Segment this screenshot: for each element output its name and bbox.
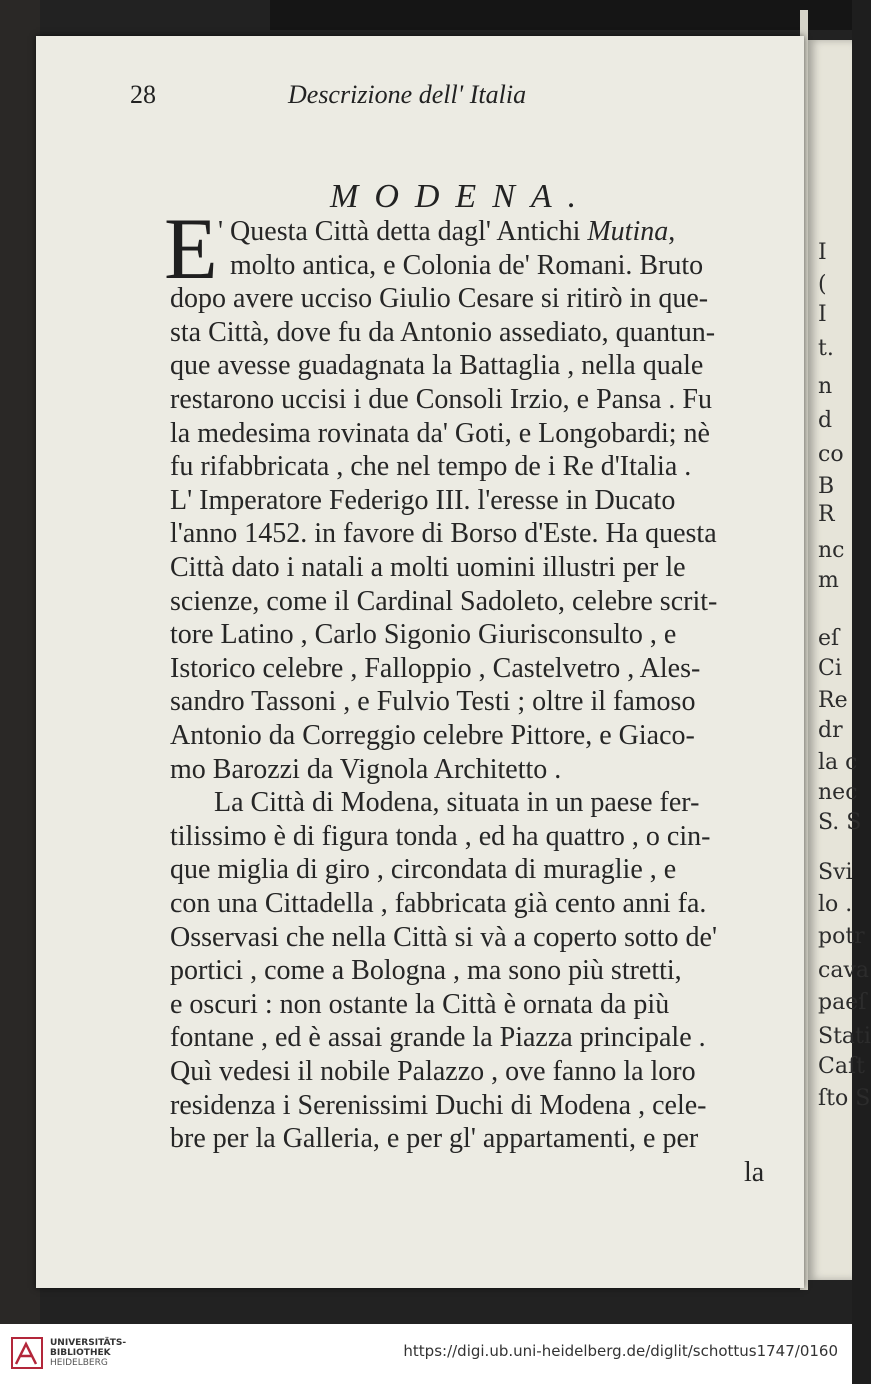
text-line <box>214 787 699 819</box>
text-line-content: que avesse guadagnata la Battaglia , nella quale <box>170 350 704 382</box>
scan-background <box>270 0 852 30</box>
facing-page-fragment: t. <box>818 336 834 361</box>
facing-page-fragment: potr <box>818 924 865 949</box>
facing-page-fragment: eſ <box>818 626 840 651</box>
text-line <box>170 283 708 315</box>
text-line <box>170 1123 698 1155</box>
facing-page-fragment: Ci <box>818 656 842 681</box>
facing-page <box>808 40 871 1280</box>
facing-page-fragment: n <box>818 374 833 399</box>
text-line <box>170 1090 707 1122</box>
text-line <box>170 418 710 450</box>
facing-page-fragment: I <box>818 240 827 265</box>
line-tail: , <box>668 216 676 247</box>
facing-page-fragment: paeſ <box>818 990 867 1015</box>
facing-page-fragment: cava <box>818 958 869 983</box>
text-line-content: L' Imperatore Federigo III. l'eresse in Ducato <box>170 484 676 516</box>
text-line-content: e oscuri : non ostante la Città è ornata da più <box>170 988 670 1020</box>
text-line-content: l'anno 1452. in favore di Borso d'Este. Ha questa <box>170 518 717 550</box>
facing-page-fragment: nc <box>818 538 845 563</box>
text-line <box>170 485 675 517</box>
facing-page-fragment: nec <box>818 780 858 805</box>
text-line-content: mo Barozzi da Vignola Architetto . <box>170 753 562 785</box>
text-line <box>170 955 682 987</box>
text-line <box>170 619 676 651</box>
facing-page-fragment: S. S <box>818 810 862 835</box>
library-name-line2: BIBLIOTHEK <box>50 1348 111 1358</box>
section-title: MODENA. <box>330 178 593 215</box>
text-line <box>170 888 706 920</box>
running-title: Descrizione dell' Italia <box>288 80 527 109</box>
text-line <box>170 350 703 382</box>
text-line <box>170 586 717 618</box>
facing-page-fragment: dr <box>818 718 843 743</box>
text-line <box>170 720 695 752</box>
text-line-content: sta Città, dove fu da Antonio assediato, quantun- <box>170 316 716 348</box>
text-line-content: fontane , ed è assai grande la Piazza principale . <box>170 1022 706 1054</box>
text-line <box>170 686 695 718</box>
text-line-content: que miglia di giro , circondata di muraglie , e <box>170 854 677 886</box>
text-line <box>170 451 691 483</box>
text-line-content: Osservasi che nella Città si và a coperto sotto de' <box>170 921 717 953</box>
text-line-content: la <box>744 1156 765 1188</box>
text-line <box>170 1056 696 1088</box>
text-line <box>170 821 710 853</box>
permalink-url[interactable]: https://digi.ub.uni-heidelberg.de/diglit/schottus1747/0160 <box>403 1342 838 1360</box>
drop-cap: E <box>164 201 218 298</box>
text-line-content: molto antica, e Colonia de' Romani. Bruto <box>230 249 704 281</box>
facing-page-fragment: Stati <box>818 1024 871 1049</box>
text-line <box>170 317 715 349</box>
facing-page-fragment: la c <box>818 750 858 775</box>
text-line <box>170 653 700 685</box>
facing-page-fragment: d <box>818 408 833 433</box>
facing-page-fragment: Svi <box>818 860 853 885</box>
text-line-content: Istorico celebre , Falloppio , Castelvetro , Ales- <box>170 652 701 684</box>
facing-page-fragment: ſto S <box>818 1086 871 1111</box>
text-line <box>170 854 676 886</box>
text-line <box>744 1157 764 1189</box>
facing-page-fragment: B <box>818 474 835 499</box>
text-line-content: ' Questa Città detta dagl' Antichi <box>218 216 588 247</box>
text-line-content: Antonio da Correggio celebre Pittore, e Giaco- <box>170 720 695 751</box>
text-line <box>170 552 686 584</box>
text-line-content: Quì vedesi il nobile Palazzo , ove fanno la loro <box>170 1056 696 1087</box>
text-line-content: scienze, come il Cardinal Sadoleto, celebre scrit- <box>170 585 718 617</box>
text-line-content: restarono uccisi i due Consoli Irzio, e Pansa . Fu <box>170 384 713 415</box>
library-name-line1: UNIVERSITÄTS- <box>50 1338 127 1348</box>
text-line <box>170 1022 706 1054</box>
text-line <box>230 250 703 282</box>
text-line-content: residenza i Serenissimi Duchi di Modena , cele- <box>170 1089 707 1121</box>
text-line <box>170 384 712 416</box>
text-line-content: fu rifabbricata , che nel tempo de i Re d'Italia . <box>170 451 692 483</box>
text-line <box>170 754 561 786</box>
text-line-content: la medesima rovinata da' Goti, e Longobardi; nè <box>170 417 710 449</box>
text-line-content: portici , come a Bologna , ma sono più stretti, <box>170 955 682 987</box>
book-binding-shadow <box>0 0 40 1324</box>
facing-page-fragment: Caſt <box>818 1054 865 1079</box>
text-line-content: sandro Tassoni , e Fulvio Testi ; oltre il famoso <box>170 686 696 718</box>
text-line <box>170 989 669 1021</box>
text-line-content: tilissimo è di figura tonda , ed ha quattro , o cin- <box>170 820 711 852</box>
text-line-content: con una Cittadella , fabbricata già cento anni fa. <box>170 888 707 919</box>
text-line <box>218 216 675 248</box>
page-number: 28 <box>130 80 156 109</box>
facing-page-fragment: I <box>818 302 827 327</box>
facing-page-fragment: lo . <box>818 892 853 917</box>
text-line <box>170 922 717 954</box>
text-line-content: La Città di Modena, situata in un paese fer- <box>214 787 700 819</box>
running-head <box>130 80 630 116</box>
library-name[interactable] <box>50 1338 126 1368</box>
facing-page-fragment: ( <box>818 272 827 297</box>
text-line-content: bre per la Galleria, e per gl' appartamenti, e per <box>170 1123 699 1155</box>
text-line-content: dopo avere ucciso Giulio Cesare si ritirò in que- <box>170 283 709 315</box>
library-name-line3: HEIDELBERG <box>50 1358 108 1368</box>
text-line <box>170 518 717 550</box>
italic-word: Mutina <box>587 216 669 247</box>
facing-page-fragment: co <box>818 442 844 467</box>
viewer-footer <box>0 1324 852 1384</box>
text-line-content: tore Latino , Carlo Sigonio Giurisconsulto , e <box>170 619 677 651</box>
facing-page-fragment: Re <box>818 688 848 713</box>
facing-page-fragment: m <box>818 568 839 593</box>
facing-page-fragment: R <box>818 502 835 527</box>
text-line-content: Città dato i natali a molti uomini illustri per le <box>170 552 686 583</box>
library-logo-icon[interactable] <box>10 1336 44 1370</box>
